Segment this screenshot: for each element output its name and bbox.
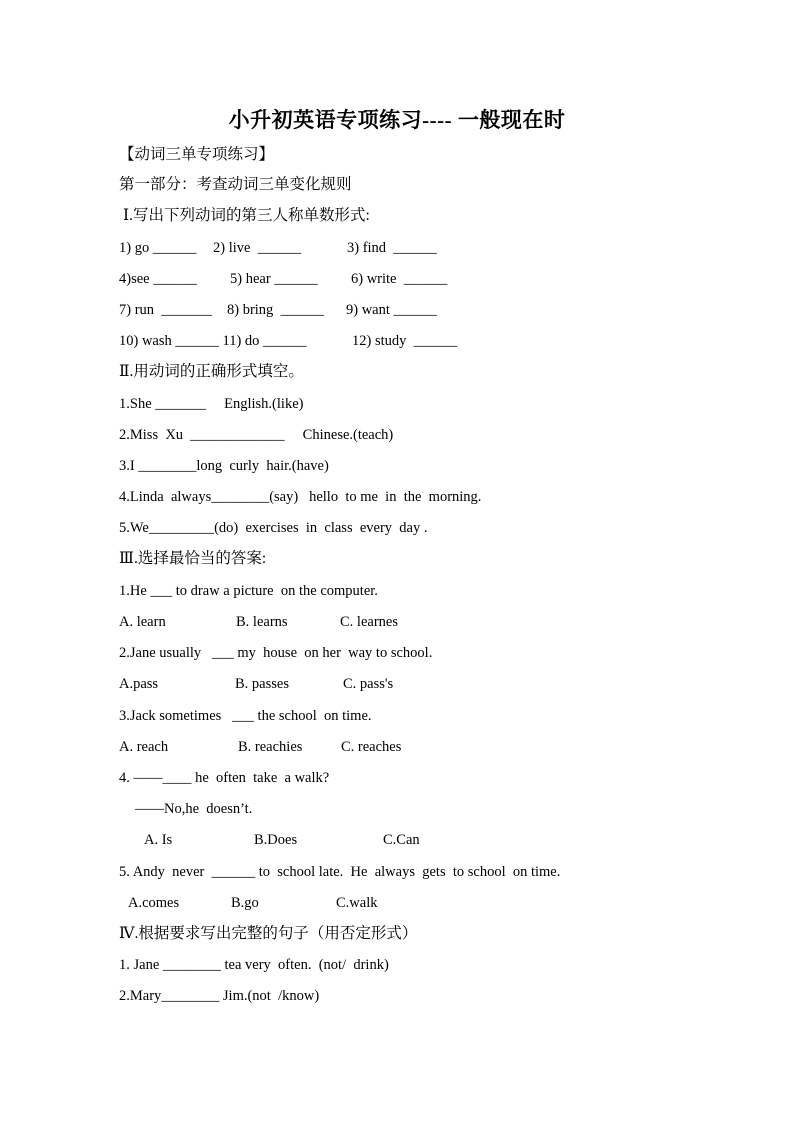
option: C.Can (383, 832, 420, 848)
verb-item: 6) write ______ (351, 271, 448, 287)
section4-heading: Ⅳ.根据要求写出完整的句子（用否定形式） (119, 925, 418, 942)
section3-heading: Ⅲ.选择最恰当的答案: (119, 550, 267, 567)
option: B. learns (236, 614, 288, 630)
bracket-heading: 【动词三单专项练习】 (119, 146, 275, 163)
option: B.go (231, 895, 259, 911)
fill-in-item: 3.I ________long curly hair.(have) (119, 458, 329, 474)
option: C. learnes (340, 614, 398, 630)
verb-item: 7) run _______ (119, 302, 213, 318)
option: A. Is (144, 832, 173, 848)
option: C. reaches (341, 739, 402, 755)
option: B. reachies (238, 739, 303, 755)
verb-item: 10) wash ______ 11) do ______ (119, 333, 307, 349)
option: A. learn (119, 614, 166, 630)
fill-in-item: 1.She _______ English.(like) (119, 396, 304, 412)
verb-item: 8) bring ______ (227, 302, 325, 318)
question: 2.Jane usually ___ my house on her way to school. (119, 645, 433, 661)
option: C. pass's (343, 676, 394, 692)
option: A. reach (119, 739, 169, 755)
verb-item: 1) go ______ (119, 240, 197, 256)
page-title: 小升初英语专项练习---- 一般现在时 (228, 108, 566, 132)
option: B.Does (254, 832, 298, 848)
verb-item: 5) hear ______ (230, 271, 318, 287)
option: A.pass (119, 676, 159, 692)
fill-in-item: 4.Linda always________(say) hello to me in the morning. (119, 489, 482, 505)
verb-item: 4)see ______ (119, 271, 197, 287)
question-answer-line: ——No,he doesn’t. (135, 801, 253, 817)
fill-in-item: 5.We_________(do) exercises in class every day . (119, 520, 428, 536)
verb-item: 12) study ______ (352, 333, 458, 349)
part-one-heading: 第一部分：考查动词三单变化规则 (119, 176, 352, 193)
section2-heading: Ⅱ.用动词的正确形式填空。 (119, 363, 304, 380)
option: A.comes (128, 895, 180, 911)
verb-item: 3) find ______ (347, 240, 437, 256)
rewrite-item: 2.Mary________ Jim.(not /know) (119, 988, 320, 1004)
option: B. passes (235, 676, 289, 692)
section1-heading: Ⅰ.写出下列动词的第三人称单数形式: (123, 207, 370, 224)
verb-item: 9) want ______ (346, 302, 438, 318)
fill-in-item: 2.Miss Xu _____________ Chinese.(teach) (119, 427, 394, 443)
option: C.walk (336, 895, 378, 911)
verb-item: 2) live ______ (213, 240, 302, 256)
question: 4. ——____ he often take a walk? (119, 770, 330, 786)
question: 1.He ___ to draw a picture on the computer. (119, 583, 378, 599)
rewrite-item: 1. Jane ________ tea very often. (not/ drink) (119, 957, 389, 973)
question: 3.Jack sometimes ___ the school on time. (119, 708, 372, 724)
question: 5. Andy never ______ to school late. He always gets to school on time. (119, 864, 561, 880)
